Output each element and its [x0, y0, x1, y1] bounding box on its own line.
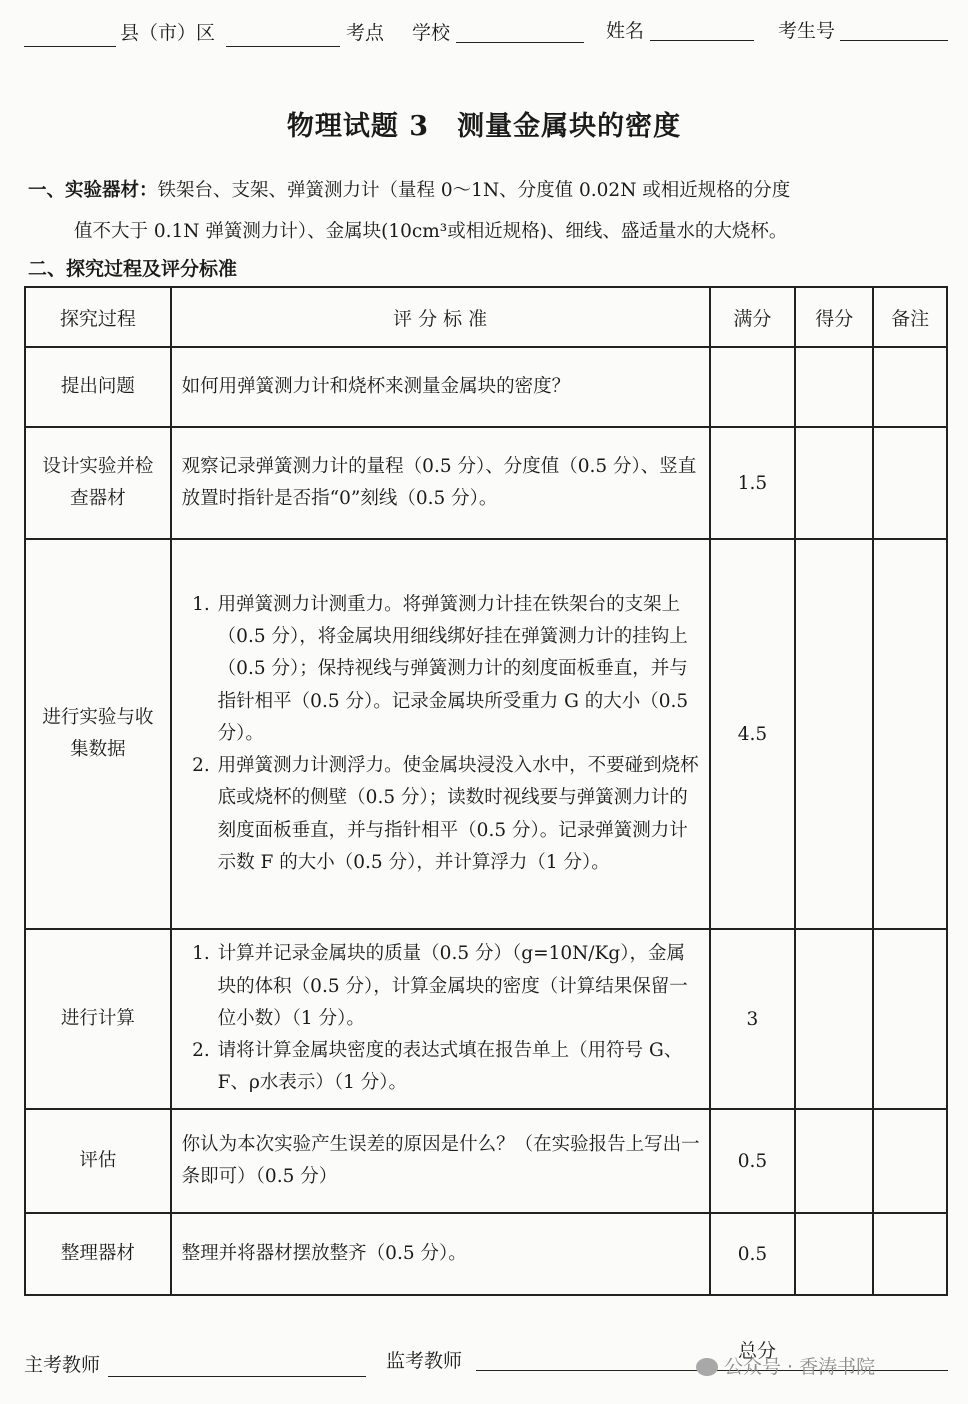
- list-item: 2. 请将计算金属块密度的表达式填在报告单上（用符号 G、F、ρ水表示）（1 分）。: [216, 1035, 701, 1100]
- score-input-cell[interactable]: [795, 347, 873, 427]
- exam-site-label: 考点: [346, 22, 385, 44]
- note-input-cell[interactable]: [873, 1213, 947, 1295]
- county-label: 县（市）区: [120, 22, 216, 44]
- equipment-section: [28, 170, 948, 252]
- step-cell: 进行计算: [25, 929, 171, 1109]
- col-header-note: 备注: [873, 287, 947, 347]
- watermark: [696, 1352, 875, 1379]
- full-score-cell: 4.5: [710, 539, 796, 929]
- scoring-table: [24, 286, 948, 1296]
- total-score-label: 总分: [738, 1340, 777, 1362]
- criteria-cell: [171, 539, 710, 929]
- step-cell: 提出问题: [25, 347, 171, 427]
- page-title: 物理试题 3 测量金属块的密度: [286, 111, 682, 142]
- score-input-cell[interactable]: [795, 427, 873, 539]
- criteria-cell: 整理并将器材摆放整齐（0.5 分）。: [171, 1213, 710, 1295]
- criteria-cell: 你认为本次实验产生误差的原因是什么？（在实验报告上写出一条即可）（0.5 分）: [171, 1109, 710, 1213]
- table-row: [25, 929, 947, 1109]
- score-input-cell[interactable]: [795, 1109, 873, 1213]
- name-label: 姓名: [606, 20, 645, 42]
- step-cell: 评估: [25, 1109, 171, 1213]
- full-score-cell: 0.5: [710, 1109, 796, 1213]
- col-header-full-score: 满分: [710, 287, 796, 347]
- note-input-cell[interactable]: [873, 347, 947, 427]
- score-input-cell[interactable]: [795, 1213, 873, 1295]
- school-blank[interactable]: [456, 42, 584, 43]
- note-input-cell[interactable]: [873, 427, 947, 539]
- note-input-cell[interactable]: [873, 929, 947, 1109]
- score-input-cell[interactable]: [795, 539, 873, 929]
- equipment-text-2: 值不大于 0.1N 弹簧测力计）、金属块(10cm³或相近规格)、细线、盛适量水的大烧杯。: [74, 221, 788, 242]
- step-cell: 进行实验与收集数据: [25, 539, 171, 929]
- col-header-criteria: 评 分 标 准: [171, 287, 710, 347]
- wechat-icon: [696, 1358, 718, 1376]
- exam-number-blank[interactable]: [840, 40, 948, 41]
- name-blank[interactable]: [650, 40, 754, 41]
- criteria-list: [182, 938, 701, 1099]
- note-input-cell[interactable]: [873, 539, 947, 929]
- school-label: 学校: [412, 22, 451, 44]
- step-cell: 设计实验并检查器材: [25, 427, 171, 539]
- full-score-cell: 0.5: [710, 1213, 796, 1295]
- list-item: 1. 用弹簧测力计测重力。将弹簧测力计挂在铁架台的支架上（0.5 分），将金属块用细线绑好挂在弹簧测力计的挂钩上（0.5 分）；保持视线与弹簧测力计的刻度面板垂直，并与指针相平（0.5 分）。记录金属块所受重力 G 的大小（0.5 分）。: [216, 589, 701, 750]
- step-cell: 整理器材: [25, 1213, 171, 1295]
- criteria-list: [182, 589, 701, 880]
- equipment-line-1: [28, 170, 948, 211]
- watermark-text: 公众号 · 香涛书院: [724, 1356, 876, 1378]
- table-row: [25, 347, 947, 427]
- list-item: 2. 用弹簧测力计测浮力。使金属块浸没入水中，不要碰到烧杯底或烧杯的侧壁（0.5 分）；读数时视线要与弹簧测力计的刻度面板垂直，并与指针相平（0.5 分）。记录弹簧测力计示数 F 的大小（0.5 分），并计算浮力（1 分）。: [216, 750, 701, 879]
- full-score-cell: 1.5: [710, 427, 796, 539]
- process-section-title: 二、探究过程及评分标准: [28, 258, 238, 280]
- table-row: [25, 427, 947, 539]
- criteria-cell: [171, 929, 710, 1109]
- full-score-cell: [710, 347, 796, 427]
- note-input-cell[interactable]: [873, 1109, 947, 1213]
- equipment-label: 一、实验器材：: [28, 180, 158, 201]
- list-item: 1. 计算并记录金属块的质量（0.5 分）（g=10N/Kg），金属块的体积（0.5 分），计算金属块的密度（计算结果保留一位小数）（1 分）。: [216, 938, 701, 1035]
- score-input-cell[interactable]: [795, 929, 873, 1109]
- county-blank[interactable]: [24, 46, 116, 47]
- table-row: [25, 539, 947, 929]
- full-score-cell: 3: [710, 929, 796, 1109]
- col-header-process: 探究过程: [25, 287, 171, 347]
- chief-teacher-blank[interactable]: [108, 1376, 366, 1377]
- exam-number-label: 考生号: [778, 20, 836, 42]
- criteria-cell: 观察记录弹簧测力计的量程（0.5 分）、分度值（0.5 分）、竖直放置时指针是否指“0”刻线（0.5 分）。: [171, 427, 710, 539]
- exam-header: [24, 18, 948, 58]
- proctor-label: 监考教师: [386, 1350, 463, 1372]
- col-header-score-got: 得分: [795, 287, 873, 347]
- table-row: [25, 1213, 947, 1295]
- equipment-text-1: 铁架台、支架、弹簧测力计（量程 0～1N、分度值 0.02N 或相近规格的分度: [157, 180, 791, 201]
- table-header-row: [25, 287, 947, 347]
- table-row: [25, 1109, 947, 1213]
- district-blank[interactable]: [226, 46, 340, 47]
- chief-teacher-label: 主考教师: [24, 1354, 101, 1376]
- criteria-cell: 如何用弹簧测力计和烧杯来测量金属块的密度？: [171, 347, 710, 427]
